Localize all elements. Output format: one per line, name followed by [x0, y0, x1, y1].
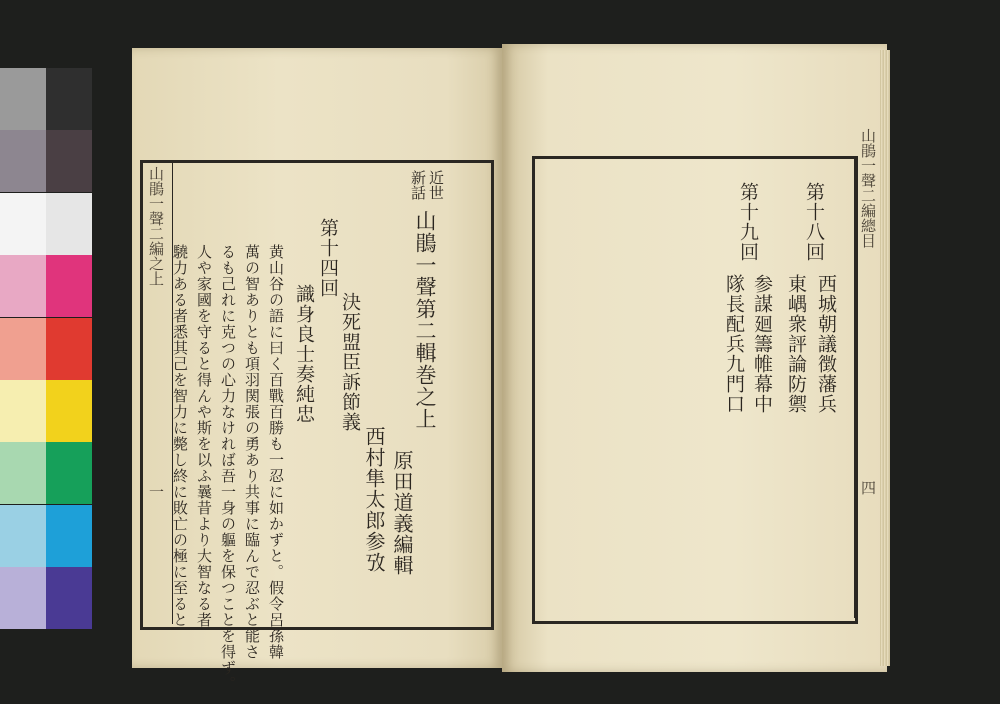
volume-title: 山鵑一聲第二輯巻之上 [413, 210, 437, 430]
chapter-18-line-2: 東嵎衆評論防禦 [785, 274, 807, 414]
calibration-patch [46, 442, 92, 504]
color-calibration-strip [0, 68, 92, 630]
body-line-1: 黄山谷の語に曰く百戰百勝も一忍に如かずと。假令呂孫韓 [267, 244, 285, 660]
chapter-title-line-2: 決死盟臣訴節義 [339, 292, 361, 432]
author-line-2: 西村隼太郎参攷 [362, 426, 386, 573]
calibration-patch [0, 255, 46, 317]
chapter-18-label: 第十八回 [803, 182, 825, 262]
calibration-patch [46, 193, 92, 255]
right-gutter-label: 山鵑一聲二編總目 [859, 128, 877, 248]
chapter-19-label: 第十九回 [737, 182, 759, 262]
chapter-18-line-1: 西城朝議徴藩兵 [815, 274, 837, 414]
series-label-2: 新話 [409, 170, 427, 200]
calibration-patch [46, 567, 92, 629]
calibration-patch [0, 567, 46, 629]
body-line-3: るも己れに克つの心力なければ吾一身の軀を保つことを得ず。 [219, 244, 237, 692]
calibration-patch [0, 318, 46, 380]
body-line-5: 驍力ある者悉其己を智力に斃し終に敗亡の極に至ると [171, 244, 189, 628]
body-line-2: 萬の智ありとも項羽関張の勇あり共事に臨んで忍ぶと能さ [243, 244, 261, 660]
left-gutter-label: 山鵑一聲二編之上 [147, 166, 165, 286]
left-page [132, 48, 502, 692]
calibration-patch [46, 318, 92, 380]
chapter-19-line-2: 隊長配兵九門口 [723, 274, 745, 414]
calibration-patch [46, 505, 92, 567]
calibration-patch [0, 442, 46, 504]
calibration-patch [0, 130, 46, 192]
author-line-1: 原田道義編輯 [390, 450, 414, 576]
chapter-number: 第十四回 [317, 218, 339, 298]
calibration-patch [0, 505, 46, 567]
open-book [132, 44, 887, 692]
chapter-19-line-1: 参謀廻籌帷幕中 [751, 274, 773, 414]
left-gutter-number: 一 [147, 484, 165, 499]
calibration-patch [0, 380, 46, 442]
body-line-4: 人や家國を守ると得んや斯を以ふ曩昔より大智なる者 [195, 244, 213, 628]
calibration-patch [46, 68, 92, 130]
calibration-patch [0, 193, 46, 255]
right-gutter-number: 四 [859, 480, 877, 495]
calibration-patch [46, 380, 92, 442]
calibration-patch [46, 255, 92, 317]
calibration-patch [0, 68, 46, 130]
chapter-title-line-1: 識身良士奏純忠 [293, 284, 315, 424]
series-label-1: 近世 [427, 170, 445, 200]
calibration-patch [46, 130, 92, 192]
